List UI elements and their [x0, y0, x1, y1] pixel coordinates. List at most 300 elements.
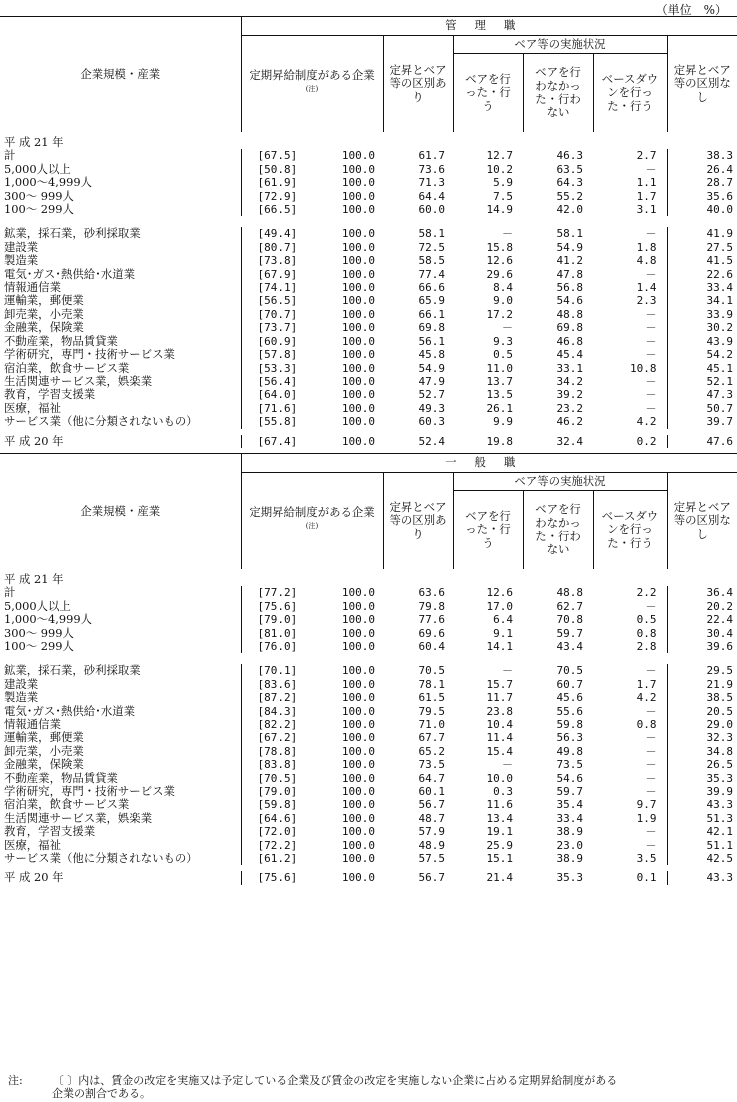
not-distinguished-value: 38.3	[667, 149, 737, 162]
footnote	[8, 1074, 617, 1100]
bracket-value: [61.2]	[241, 852, 301, 865]
base-down-value: －	[645, 785, 657, 799]
total-value: 100.0	[341, 704, 375, 718]
row-label: 平 成 20 年	[4, 870, 64, 885]
no-ba-value: 64.3	[556, 176, 583, 190]
did-ba-value: 15.4	[486, 744, 513, 758]
base-down-value: －	[645, 334, 657, 348]
row-label: 運輸業，郵便業	[4, 293, 84, 308]
base-down-value: －	[645, 227, 657, 241]
total-value: 100.0	[341, 361, 375, 375]
distinguished-value: 56.7	[418, 871, 445, 885]
total-value: 100.0	[341, 677, 375, 691]
distinguished-value: 60.1	[418, 785, 445, 799]
distinguished-header: 定昇とベア等の区別あり	[383, 472, 453, 569]
no-ba-value: 70.8	[556, 613, 583, 627]
row-label: サービス業（他に分類されないもの）	[4, 414, 198, 429]
did-ba-value: 12.6	[486, 254, 513, 268]
row-label: 医療，福祉	[4, 837, 61, 852]
did-ba-value: 12.6	[486, 586, 513, 600]
base-down-value: 2.8	[636, 639, 657, 653]
total-value: 100.0	[341, 240, 375, 254]
not-distinguished-value: 40.0	[667, 203, 737, 216]
distinguished-value: 71.0	[418, 718, 445, 731]
bracket-value: [71.6]	[241, 402, 301, 415]
did-ba-value: 15.7	[486, 677, 513, 691]
total-value: 100.0	[341, 825, 375, 839]
did-ba-value: 10.2	[486, 162, 513, 176]
total-value: 100.0	[341, 203, 375, 217]
bracket-value: [72.0]	[241, 825, 301, 838]
no-ba-value: 23.0	[556, 838, 583, 852]
table-row	[0, 375, 737, 388]
base-down-value: 0.8	[636, 718, 657, 731]
total-value: 100.0	[341, 599, 375, 613]
distinguished-value: 57.5	[418, 852, 445, 866]
base-down-value: 1.7	[636, 677, 657, 691]
no-ba-value: 38.9	[556, 852, 583, 866]
bracket-value: [70.7]	[241, 308, 301, 321]
total-value: 100.0	[341, 307, 375, 321]
not-distinguished-value: 33.9	[667, 308, 737, 321]
no-ba-value: 48.8	[556, 586, 583, 600]
no-ba-value: 54.9	[556, 240, 583, 254]
bracket-value: [70.1]	[241, 664, 301, 677]
table-row	[0, 149, 737, 162]
total-value: 100.0	[341, 267, 375, 281]
table-row	[0, 321, 737, 334]
total-value: 100.0	[341, 149, 375, 163]
distinguished-value: 61.5	[418, 691, 445, 705]
unit-label: （単位 %）	[655, 3, 727, 17]
not-distinguished-value: 42.1	[667, 825, 737, 838]
not-distinguished-value: 34.8	[667, 745, 737, 758]
base-down-value: －	[645, 771, 657, 785]
section-title: 管理職	[241, 17, 737, 36]
table-row	[0, 825, 737, 838]
did-ba-value: 11.7	[486, 691, 513, 705]
did-ba-value: 6.4	[493, 613, 513, 627]
table-row	[0, 402, 737, 415]
did-ba-value: 17.0	[486, 599, 513, 613]
row-label: 1,000～4,999人	[4, 612, 92, 627]
row-label: 医療，福祉	[4, 400, 61, 415]
table-row	[0, 241, 737, 254]
not-distinguished-value: 21.9	[667, 678, 737, 691]
wage-increase-table	[0, 16, 737, 890]
did-ba-value: 5.9	[493, 176, 513, 190]
base-down-value: －	[645, 162, 657, 176]
total-value: 100.0	[341, 731, 375, 745]
bracket-value: [87.2]	[241, 691, 301, 704]
table-row	[0, 678, 737, 691]
row-label: 宿泊業，飲食サービス業	[4, 797, 130, 812]
distinguished-value: 71.3	[418, 176, 445, 190]
row-label: 電気･ガス･熱供給･水道業	[4, 703, 135, 718]
bracket-value: [77.2]	[241, 586, 301, 599]
did-ba-value: －	[502, 758, 513, 772]
did-ba-value: 26.1	[486, 401, 513, 415]
not-distinguished-value: 39.9	[667, 785, 737, 798]
row-label: 不動産業，物品賃貸業	[4, 333, 118, 348]
distinguished-value: 79.8	[418, 599, 445, 613]
base-down-value: －	[645, 321, 657, 335]
ba-status-header: ベア等の実施状況	[453, 472, 667, 490]
no-ba-value: 62.7	[556, 599, 583, 613]
distinguished-value: 69.8	[418, 321, 445, 335]
did-ba-value: 15.8	[486, 240, 513, 254]
no-ba-value: 60.7	[556, 677, 583, 691]
did-ba-value: 11.0	[486, 361, 513, 375]
total-value: 100.0	[341, 771, 375, 785]
no-ba-value: 48.8	[556, 307, 583, 321]
row-label: 鉱業，採石業，砂利採取業	[4, 226, 141, 241]
table-row	[0, 718, 737, 731]
base-down-value: －	[645, 825, 657, 839]
bracket-value: [79.0]	[241, 613, 301, 626]
no-ba-value: 55.2	[556, 189, 583, 203]
bracket-value: [53.3]	[241, 362, 301, 375]
did-ba-header: ベアを行った・行う	[453, 490, 523, 569]
table-row	[0, 627, 737, 640]
row-label: 電気･ガス･熱供給･水道業	[4, 266, 135, 281]
table-row	[0, 613, 737, 626]
row-label: 製造業	[4, 690, 39, 705]
did-ba-value: 13.5	[486, 388, 513, 402]
no-ba-value: 38.9	[556, 825, 583, 839]
distinguished-value: 61.7	[418, 149, 445, 163]
bracket-value: [84.3]	[241, 705, 301, 718]
not-distinguished-value: 50.7	[667, 402, 737, 415]
bracket-value: [75.6]	[241, 600, 301, 613]
base-down-value: 4.8	[636, 254, 657, 268]
not-distinguished-header: 定昇とベア等の区別なし	[667, 36, 737, 133]
ba-status-header: ベア等の実施状況	[453, 36, 667, 54]
row-label: 教育，学習支援業	[4, 824, 96, 839]
distinguished-value: 54.9	[418, 361, 445, 375]
bracket-value: [72.9]	[241, 190, 301, 203]
not-distinguished-value: 51.3	[667, 812, 737, 825]
bracket-value: [49.4]	[241, 227, 301, 240]
table-row	[0, 691, 737, 704]
not-distinguished-value: 30.4	[667, 627, 737, 640]
bracket-value: [73.8]	[241, 254, 301, 267]
distinguished-header: 定昇とベア等の区別あり	[383, 36, 453, 133]
table-row	[0, 758, 737, 771]
distinguished-value: 63.6	[418, 586, 445, 600]
base-down-value: 2.3	[636, 294, 657, 308]
did-ba-value: －	[502, 664, 513, 678]
base-down-value: 1.9	[636, 811, 657, 825]
table-row	[0, 203, 737, 216]
base-down-value: 1.1	[636, 176, 657, 190]
total-value: 100.0	[341, 691, 375, 705]
distinguished-value: 60.4	[418, 639, 445, 653]
table-row	[0, 731, 737, 744]
not-distinguished-value: 22.4	[667, 613, 737, 626]
total-value: 100.0	[341, 348, 375, 362]
bracket-value: [81.0]	[241, 627, 301, 640]
base-down-value: －	[645, 704, 657, 718]
no-ba-value: 69.8	[556, 321, 583, 335]
distinguished-value: 52.4	[418, 434, 445, 448]
bracket-value: [67.9]	[241, 268, 301, 281]
base-down-value: 2.2	[636, 586, 657, 600]
bracket-value: [79.0]	[241, 785, 301, 798]
total-value: 100.0	[341, 189, 375, 203]
table-row	[0, 600, 737, 613]
did-ba-value: 29.6	[486, 267, 513, 281]
not-distinguished-value: 26.4	[667, 163, 737, 176]
base-down-value: －	[645, 731, 657, 745]
base-down-value: 0.8	[636, 626, 657, 640]
not-distinguished-value: 41.9	[667, 227, 737, 240]
row-label: 情報通信業	[4, 280, 61, 295]
table-row	[0, 362, 737, 375]
table-row	[0, 176, 737, 189]
table-row	[0, 294, 737, 307]
distinguished-value: 60.3	[418, 415, 445, 429]
year-label: 平 成 21 年	[4, 135, 64, 149]
row-label: 300～ 999人	[4, 625, 74, 640]
not-distinguished-header: 定昇とベア等の区別なし	[667, 472, 737, 569]
total-value: 100.0	[341, 334, 375, 348]
not-distinguished-value: 45.1	[667, 362, 737, 375]
no-ba-value: 58.1	[556, 227, 583, 241]
not-distinguished-value: 35.6	[667, 190, 737, 203]
bracket-value: [70.5]	[241, 772, 301, 785]
distinguished-value: 70.5	[418, 664, 445, 678]
table-row	[0, 745, 737, 758]
did-ba-value: 9.0	[493, 294, 513, 308]
year-label: 平 成 21 年	[4, 571, 64, 586]
total-value: 100.0	[341, 434, 375, 448]
row-label: 300～ 999人	[4, 188, 74, 203]
no-ba-value: 56.8	[556, 281, 583, 295]
distinguished-value: 65.2	[418, 744, 445, 758]
not-distinguished-value: 41.5	[667, 254, 737, 267]
has-system-label: 定期昇給制度がある企業	[249, 68, 375, 83]
no-ba-value: 54.6	[556, 771, 583, 785]
not-distinguished-value: 43.3	[667, 798, 737, 811]
no-ba-value: 41.2	[556, 254, 583, 268]
note-mark: (注)	[305, 84, 319, 93]
not-distinguished-value: 20.5	[667, 705, 737, 718]
did-ba-value: 9.9	[493, 415, 513, 429]
not-distinguished-value: 22.6	[667, 268, 737, 281]
not-distinguished-value: 38.5	[667, 691, 737, 704]
total-value: 100.0	[341, 254, 375, 268]
table-row	[0, 640, 737, 653]
bracket-value: [55.8]	[241, 415, 301, 428]
did-ba-value: 11.4	[486, 731, 513, 745]
did-ba-value: 0.5	[493, 348, 513, 362]
did-ba-value: 7.5	[493, 189, 513, 203]
base-down-value: －	[645, 758, 657, 772]
did-ba-value: 0.3	[493, 785, 513, 799]
total-value: 100.0	[341, 613, 375, 627]
table-row	[0, 785, 737, 798]
distinguished-value: 77.6	[418, 613, 445, 627]
no-ba-value: 32.4	[556, 434, 583, 448]
did-ba-value: 23.8	[486, 704, 513, 718]
no-ba-value: 46.3	[556, 149, 583, 163]
base-down-value: 3.5	[636, 852, 657, 866]
did-ba-value: －	[502, 227, 513, 241]
row-label: 運輸業，郵便業	[4, 730, 84, 745]
did-ba-value: 25.9	[486, 838, 513, 852]
distinguished-value: 64.7	[418, 771, 445, 785]
row-label: 生活関連サービス業，娯楽業	[4, 810, 153, 825]
distinguished-value: 77.4	[418, 267, 445, 281]
spacer-row	[0, 885, 737, 890]
table-row	[0, 772, 737, 785]
no-ba-value: 45.4	[556, 348, 583, 362]
no-ba-value: 49.8	[556, 744, 583, 758]
row-label: 鉱業，採石業，砂利採取業	[4, 663, 141, 678]
did-ba-value: 15.1	[486, 852, 513, 866]
row-label: 建設業	[4, 239, 39, 254]
row-label: 教育，学習支援業	[4, 387, 96, 402]
bracket-value: [57.8]	[241, 348, 301, 361]
not-distinguished-value: 39.7	[667, 415, 737, 428]
base-down-value: 3.1	[636, 203, 657, 217]
not-distinguished-value: 33.4	[667, 281, 737, 294]
base-down-value: －	[645, 838, 657, 852]
did-ba-value: 19.8	[486, 434, 513, 448]
has-system-header	[241, 472, 383, 569]
no-ba-value: 47.8	[556, 267, 583, 281]
distinguished-value: 49.3	[418, 401, 445, 415]
bracket-value: [83.6]	[241, 678, 301, 691]
did-ba-header: ベアを行った・行う	[453, 54, 523, 133]
total-value: 100.0	[341, 281, 375, 295]
no-ba-value: 54.6	[556, 294, 583, 308]
bracket-value: [64.0]	[241, 388, 301, 401]
table-row	[0, 871, 737, 884]
base-down-value: 4.2	[636, 415, 657, 429]
total-value: 100.0	[341, 798, 375, 812]
section-title-row	[0, 17, 737, 36]
row-label: 卸売業，小売業	[4, 743, 84, 758]
row-label: 金融業，保険業	[4, 320, 84, 335]
bracket-value: [74.1]	[241, 281, 301, 294]
total-value: 100.0	[341, 321, 375, 335]
row-label: 不動産業，物品賃貸業	[4, 770, 118, 785]
bracket-value: [60.9]	[241, 335, 301, 348]
bracket-value: [67.5]	[241, 149, 301, 162]
no-ba-value: 35.4	[556, 798, 583, 812]
base-down-value: －	[645, 599, 657, 613]
total-value: 100.0	[341, 785, 375, 799]
table-row	[0, 254, 737, 267]
base-down-value: －	[645, 267, 657, 281]
row-label: 5,000人以上	[4, 598, 71, 613]
bracket-value: [56.4]	[241, 375, 301, 388]
total-value: 100.0	[341, 415, 375, 429]
table-row	[0, 586, 737, 599]
did-ba-value: 14.1	[486, 639, 513, 653]
not-distinguished-value: 54.2	[667, 348, 737, 361]
scale-industry-header: 企業規模・産業	[80, 66, 161, 81]
distinguished-value: 56.1	[418, 334, 445, 348]
bracket-value: [75.6]	[241, 871, 301, 884]
not-distinguished-value: 52.1	[667, 375, 737, 388]
bracket-value: [78.8]	[241, 745, 301, 758]
no-ba-value: 56.3	[556, 731, 583, 745]
row-label: 製造業	[4, 253, 39, 268]
did-ba-value: 13.4	[486, 811, 513, 825]
row-label: 平 成 20 年	[4, 433, 64, 448]
base-down-value: －	[645, 388, 657, 402]
did-ba-value: 8.4	[493, 281, 513, 295]
has-system-label: 定期昇給制度がある企業	[249, 505, 375, 520]
not-distinguished-value: 20.2	[667, 600, 737, 613]
distinguished-value: 65.9	[418, 294, 445, 308]
row-label: 学術研究，専門・技術サービス業	[4, 347, 175, 362]
table-row	[0, 415, 737, 428]
not-distinguished-value: 47.3	[667, 388, 737, 401]
table-row	[0, 281, 737, 294]
distinguished-value: 66.6	[418, 281, 445, 295]
not-distinguished-value: 26.5	[667, 758, 737, 771]
not-distinguished-value: 39.6	[667, 640, 737, 653]
did-ba-value: 9.1	[493, 626, 513, 640]
row-label: 5,000人以上	[4, 161, 71, 176]
not-distinguished-value: 28.7	[667, 176, 737, 189]
distinguished-value: 58.1	[418, 227, 445, 241]
not-distinguished-value: 34.1	[667, 294, 737, 307]
table-row	[0, 388, 737, 401]
total-value: 100.0	[341, 626, 375, 640]
distinguished-value: 56.7	[418, 798, 445, 812]
total-value: 100.0	[341, 838, 375, 852]
no-ba-value: 33.4	[556, 811, 583, 825]
row-label: 100～ 299人	[4, 202, 74, 217]
no-ba-value: 33.1	[556, 361, 583, 375]
section-title-row	[0, 453, 737, 472]
no-ba-value: 35.3	[556, 871, 583, 885]
scale-industry-header: 企業規模・産業	[80, 503, 161, 518]
base-down-value: 0.1	[636, 871, 657, 885]
distinguished-value: 48.9	[418, 838, 445, 852]
table-row	[0, 435, 737, 448]
total-value: 100.0	[341, 374, 375, 388]
base-down-value: －	[645, 664, 657, 678]
row-label: 計	[4, 148, 16, 163]
distinguished-value: 47.9	[418, 374, 445, 388]
distinguished-value: 73.5	[418, 758, 445, 772]
table-row	[0, 190, 737, 203]
table-row	[0, 798, 737, 811]
total-value: 100.0	[341, 718, 375, 731]
base-down-value: 1.4	[636, 281, 657, 295]
distinguished-value: 45.8	[418, 348, 445, 362]
not-distinguished-value: 36.4	[667, 586, 737, 599]
did-ba-value: －	[502, 321, 513, 335]
base-down-value: －	[645, 374, 657, 388]
not-distinguished-value: 32.3	[667, 731, 737, 744]
row-label: 金融業，保険業	[4, 757, 84, 772]
bracket-value: [61.9]	[241, 176, 301, 189]
row-label: 建設業	[4, 676, 39, 691]
row-label: 100～ 299人	[4, 638, 74, 653]
note-label: 注:	[8, 1074, 23, 1087]
table-row	[0, 268, 737, 281]
did-ba-value: 10.4	[486, 718, 513, 731]
note-line-1: 〔 〕内は、賃金の改定を実施又は予定している企業及び賃金の改定を実施しない企業に占める定期昇給制度がある	[52, 1074, 618, 1087]
no-ba-value: 43.4	[556, 639, 583, 653]
